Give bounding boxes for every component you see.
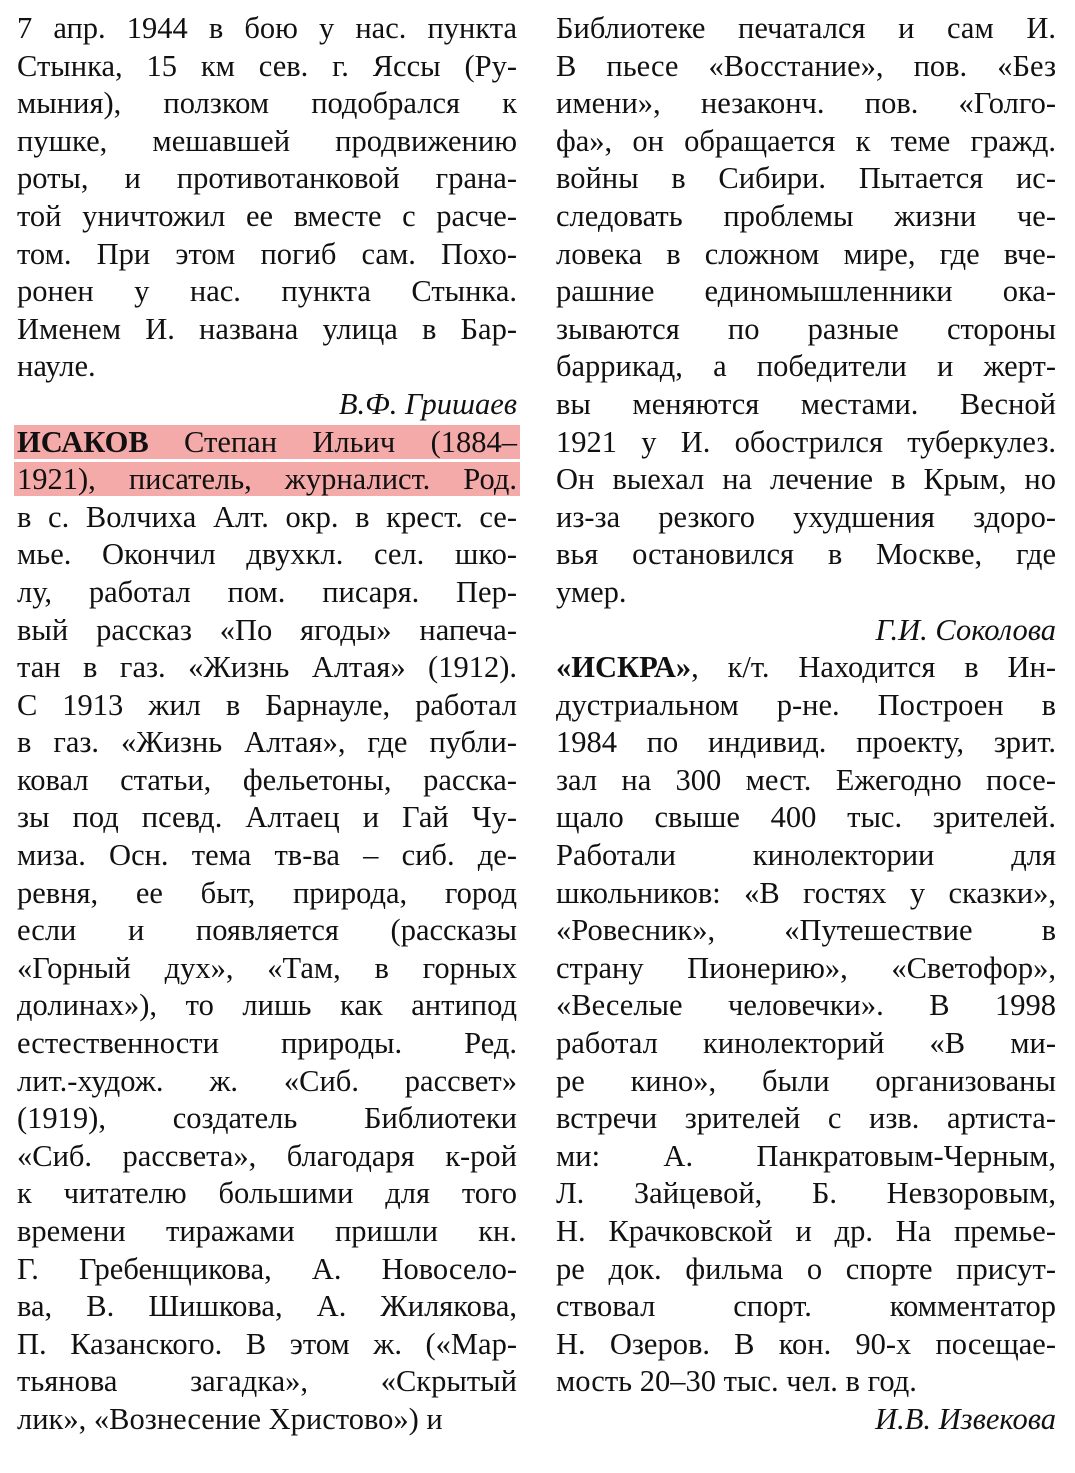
text-line: С 1913 жил в Барнауле, работал xyxy=(17,687,517,722)
text-line: фа», он обращается к теме гражд. xyxy=(556,123,1056,158)
text-line: В пьесе «Восстание», пов. «Без xyxy=(556,48,1056,83)
text-line: войны в Сибири. Пытается ис- xyxy=(556,161,1056,196)
text-line: ре док. фильма о спорте присут- xyxy=(556,1251,1056,1286)
text-line: в газ. «Жизнь Алтая», где публи- xyxy=(17,725,517,760)
text-line: Библиотеке печатался и сам И. xyxy=(556,11,1056,45)
text-line: вья остановился в Москве, где xyxy=(556,537,1056,572)
text-line: ми: А. Панкратовым-Черным, xyxy=(556,1138,1056,1173)
text-line: роты, и противотанковой грана- xyxy=(17,161,517,196)
author-signature-grishaev: В.Ф. Гришаев xyxy=(338,386,517,421)
text-line: дустриальном р-не. Построен в xyxy=(556,687,1056,722)
entry-headword-iskra: «ИСКРА» xyxy=(556,650,692,685)
highlighted-line-2: 1921), писатель, журналист. Род. xyxy=(14,462,520,496)
text-line: ревня, ее быт, природа, город xyxy=(17,875,517,910)
text-line: зал на 300 мест. Ежегодно посе- xyxy=(556,762,1056,797)
right-paragraph-continued xyxy=(556,10,1056,612)
text-line: Н. Крачковской и др. На премье- xyxy=(556,1214,1056,1248)
entry-iskra-first-line xyxy=(556,649,1056,687)
text-line: долинах»), то лишь как антипод xyxy=(17,988,517,1023)
text-line: времени тиражами пришли кн. xyxy=(17,1214,517,1248)
text-line: умер. xyxy=(556,574,627,609)
text-line: «Ровесник», «Путешествие в xyxy=(556,913,1056,948)
text-line: (1919), создатель Библиотеки xyxy=(17,1101,517,1136)
text-line: зываются по разные стороны xyxy=(556,311,1056,346)
text-line: тьянова загадка», «Скрытый xyxy=(17,1364,517,1399)
left-column xyxy=(17,10,517,1439)
text-line: пушке, мешавшей продвижению xyxy=(17,123,517,158)
entry-isakov-highlighted xyxy=(17,424,517,499)
text-line: Именем И. названа улица в Бар- xyxy=(17,311,517,346)
entry-headword-isakov: ИСАКОВ xyxy=(17,424,149,459)
text-line: мыния), ползком подобрался к xyxy=(17,86,517,121)
text-line: Работали кинолектории для xyxy=(556,838,1056,873)
entry-isakov-body xyxy=(17,499,517,1439)
text-line: баррикад, а победители и жерт- xyxy=(556,349,1056,384)
text-line: 1984 по индивид. проекту, зрит. xyxy=(556,725,1056,760)
text-line: школьников: «В гостях у сказки», xyxy=(556,875,1056,910)
text-line: лу, работал пом. писаря. Пер- xyxy=(17,574,517,609)
text-line: Стынка, 15 км сев. г. Яссы (Ру- xyxy=(17,48,517,83)
left-paragraph-continued xyxy=(17,10,517,386)
text-line: естественности природы. Ред. xyxy=(17,1026,517,1061)
text-line: 1921 у И. обострился туберкулез. xyxy=(556,424,1056,459)
text-line: лик», «Вознесение Христово») и xyxy=(17,1401,443,1436)
text-line: мье. Окончил двухкл. сел. шко- xyxy=(17,537,517,572)
highlighted-line-1 xyxy=(14,425,520,459)
text-line: ловека в сложном мире, где вче- xyxy=(556,236,1056,271)
text-line: встречи зрителей с изв. артиста- xyxy=(556,1101,1056,1136)
author-signature-izvekova: И.В. Извекова xyxy=(875,1401,1056,1436)
entry-iskra-line1-rest: , к/т. Находится в Ин- xyxy=(691,650,1056,685)
text-line: вы меняются местами. Весной xyxy=(556,386,1056,421)
text-line: мость 20–30 тыс. чел. в год. xyxy=(556,1364,917,1399)
text-line: имени», незаконч. пов. «Голго- xyxy=(556,86,1056,121)
text-line: вый рассказ «По ягоды» напеча- xyxy=(17,612,517,647)
text-line: «Веселые человечки». В 1998 xyxy=(556,988,1056,1023)
entry-iskra-body xyxy=(556,687,1056,1401)
text-line: страну Пионерию», «Светофор», xyxy=(556,950,1056,985)
text-line: ре кино», были организованы xyxy=(556,1063,1056,1098)
text-line: зы под псевд. Алтаец и Гай Чу- xyxy=(17,800,517,835)
text-line: ва, В. Шишкова, А. Жилякова, xyxy=(17,1289,517,1324)
text-line: 7 апр. 1944 в бою у нас. пункта xyxy=(17,11,517,45)
text-line: рашние единомышленники ока- xyxy=(556,274,1056,309)
text-line: тан в газ. «Жизнь Алтая» (1912). xyxy=(17,650,517,685)
text-line: П. Казанского. В этом ж. («Мар- xyxy=(17,1326,517,1361)
author-signature-sokolova: Г.И. Соколова xyxy=(875,612,1056,647)
text-line: щало свыше 400 тыс. зрителей. xyxy=(556,800,1056,835)
text-line: Н. Озеров. В кон. 90-х посещае- xyxy=(556,1326,1056,1361)
text-line: работал кинолекторий «В ми- xyxy=(556,1026,1056,1061)
entry-isakov-line1-rest: Степан Ильич (1884– xyxy=(148,424,517,459)
right-column xyxy=(556,10,1056,1439)
text-line: в с. Волчиха Алт. окр. в крест. се- xyxy=(17,499,517,534)
text-line: следовать проблемы жизни че- xyxy=(556,198,1056,233)
text-line: если и появляется (рассказы xyxy=(17,913,517,948)
text-line: лит.-худож. ж. «Сиб. рассвет» xyxy=(17,1063,517,1098)
text-line: Он выехал на лечение в Крым, но xyxy=(556,462,1056,497)
text-line: том. При этом погиб сам. Похо- xyxy=(17,236,517,271)
text-line: к читателю большими для того xyxy=(17,1176,517,1211)
text-line: ковал статьи, фельетоны, расска- xyxy=(17,762,517,797)
text-line: Г. Гребенщикова, А. Новосело- xyxy=(17,1251,517,1286)
text-line: «Сиб. рассвета», благодаря к-рой xyxy=(17,1138,517,1173)
text-line: Л. Зайцевой, Б. Невзоровым, xyxy=(556,1176,1056,1211)
text-line: из-за резкого ухудшения здоро- xyxy=(556,499,1056,534)
text-line: ронен у нас. пункта Стынка. xyxy=(17,274,517,309)
text-line: ствовал спорт. комментатор xyxy=(556,1289,1056,1324)
text-line: миза. Осн. тема тв-ва – сиб. де- xyxy=(17,838,517,873)
text-line: науле. xyxy=(17,349,96,384)
text-line: той уничтожил ее вместе с расче- xyxy=(17,198,517,233)
text-line: «Горный дух», «Там, в горных xyxy=(17,950,517,985)
